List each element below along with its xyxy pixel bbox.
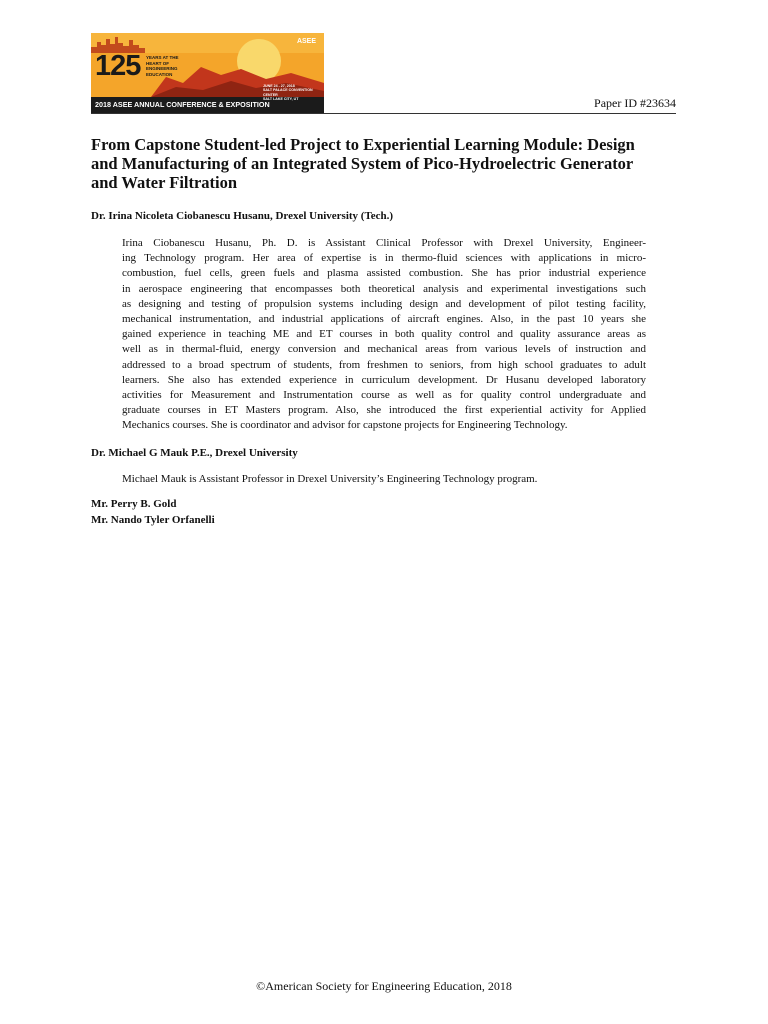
author-bio bbox=[122, 236, 646, 434]
author-name: Mr. Perry B. Gold bbox=[91, 498, 177, 510]
banner-city: SALT LAKE CITY, UT bbox=[263, 97, 299, 102]
conference-banner bbox=[91, 33, 324, 113]
title-line: From Capstone Student-led Project to Experiential Learning Module: Design bbox=[91, 135, 635, 154]
banner-date-venue bbox=[263, 84, 323, 102]
banner-tagline: YEARS AT THE HEART OF ENGINEERING EDUCATION bbox=[146, 55, 179, 77]
author-name: Dr. Irina Nicoleta Ciobanescu Husanu, Drexel University (Tech.) bbox=[91, 210, 394, 222]
copyright-footer: ©American Society for Engineering Education, 2018 bbox=[256, 979, 512, 993]
bio-line: Mechanics courses. She is coordinator and advisor for capstone projects for Engineering Technology. bbox=[122, 419, 568, 432]
bio-line: in aerospace engineering that encompasses both theoretical analysis and experimental investigations such bbox=[122, 282, 646, 295]
bio-line: as designing and testing of propulsion systems including design and development of pilot testing facility, bbox=[122, 297, 646, 310]
bio-line: well as in thermal-fluid, energy conversion and mechanical areas from various levels of instruction and bbox=[122, 343, 646, 356]
bio-line: activities for Measurement and Instrumentation course as well as for quality control undergraduate and bbox=[122, 389, 646, 402]
bio-line: ing Technology program. Her area of expertise is in thermo-fluid sciences with applications in micro- bbox=[122, 252, 646, 265]
asee-logo: ASEE bbox=[296, 38, 316, 45]
bio-line: mechanical instrumentation, and industrial applications of aircraft engines. Also, in the past 10 years she bbox=[122, 313, 646, 326]
header-rule bbox=[91, 113, 676, 114]
bio-line: addressed to a broad spectrum of students, from freshmen to seniors, from high school graduates to adult bbox=[122, 358, 646, 371]
bio-line: Irina Ciobanescu Husanu, Ph. D. is Assistant Clinical Professor with Drexel University, Engineer- bbox=[122, 237, 646, 249]
bio-line: learners. She also has extended experience in curriculum development. Dr Husanu developed laboratory bbox=[122, 373, 646, 386]
author-name: Dr. Michael G Mauk P.E., Drexel University bbox=[91, 447, 298, 459]
banner-venue: SALT PALACE CONVENTION CENTER bbox=[263, 88, 313, 97]
author-name: Mr. Nando Tyler Orfanelli bbox=[91, 514, 215, 526]
bio-line: gained experience in teaching ME and ET courses in both quality control and quality assurance areas as bbox=[122, 328, 646, 341]
title-line: and Manufacturing of an Integrated System of Pico-Hydroelectric Generator bbox=[91, 154, 634, 173]
bio-line: graduate courses in ET Masters program. Also, she introduced the first experiential activity for Applied bbox=[122, 404, 646, 417]
banner-conference-name: 2018 ASEE ANNUAL CONFERENCE & EXPOSITION bbox=[95, 100, 270, 109]
bio-line: combustion, fuel cells, green fuels and plasma assisted combustion. She has prior industrial experience bbox=[122, 267, 646, 280]
title-line: and Water Filtration bbox=[91, 173, 238, 192]
banner-125: 125 bbox=[95, 50, 141, 82]
banner-date: JUNE 24 - 27, 2018 bbox=[263, 84, 295, 88]
paper-id: Paper ID #23634 bbox=[594, 96, 676, 110]
paper-title bbox=[91, 135, 691, 192]
author-bio: Michael Mauk is Assistant Professor in Drexel University’s Engineering Technology program. bbox=[122, 473, 538, 485]
